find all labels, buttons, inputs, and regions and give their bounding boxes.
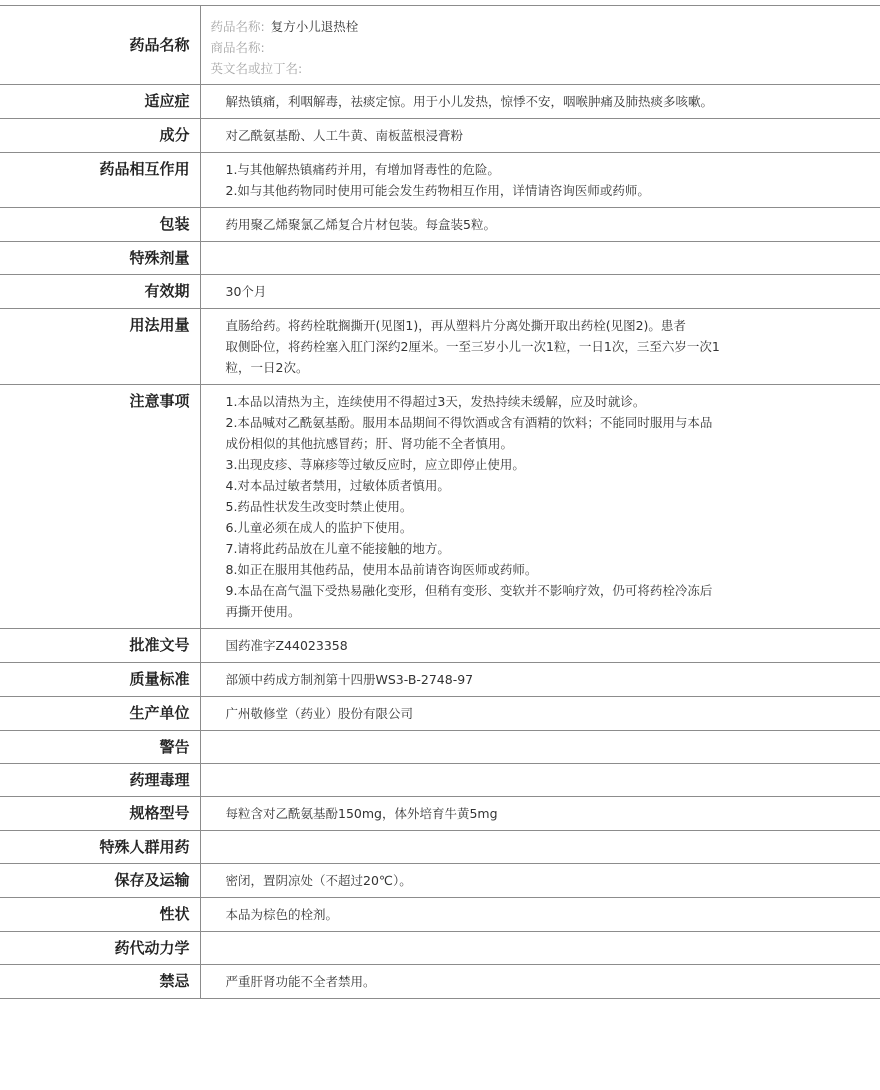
- table-row: [0, 309, 880, 385]
- table-row: [0, 898, 880, 932]
- row-drug-name: [0, 6, 880, 85]
- table-row: [0, 385, 880, 629]
- value-line: 部颁中药成方制剂第十四册WS3-B-2748-97: [225, 672, 474, 687]
- value-line: 再撕开使用。: [225, 604, 301, 619]
- row-label: 用法用量: [0, 309, 200, 385]
- value-line: 1.本品以清热为主，连续使用不得超过3天，发热持续未缓解，应及时就诊。: [225, 394, 646, 409]
- row-value: [200, 663, 880, 697]
- row-label: 药品相互作用: [0, 153, 200, 208]
- trade-name-line: [211, 37, 880, 58]
- row-label: 禁忌: [0, 965, 200, 999]
- value-line: 30个月: [225, 284, 267, 299]
- row-value: [200, 831, 880, 864]
- value-line: 国药准字Z44023358: [225, 638, 348, 653]
- trade-name-label: 商品名称:: [210, 40, 265, 55]
- row-label: 规格型号: [0, 797, 200, 831]
- table-row: [0, 797, 880, 831]
- row-value: [200, 731, 880, 764]
- value-line: 药用聚乙烯聚氯乙烯复合片材包装。每盒装5粒。: [225, 217, 496, 232]
- table-row: [0, 85, 880, 119]
- value-line: 成份相似的其他抗感冒药；肝、肾功能不全者慎用。: [225, 436, 514, 451]
- value-line: 6.儿童必须在成人的监护下使用。: [225, 520, 413, 535]
- english-name-line: [211, 58, 880, 79]
- value-line: 密闭，置阴凉处（不超过20℃）。: [225, 873, 412, 888]
- table-row: [0, 731, 880, 764]
- row-label: 注意事项: [0, 385, 200, 629]
- row-label: 适应症: [0, 85, 200, 119]
- generic-name-label: 药品名称:: [210, 19, 265, 34]
- table-row: [0, 697, 880, 731]
- row-label: 药理毒理: [0, 764, 200, 797]
- value-line: 粒，一日2次。: [225, 360, 309, 375]
- row-label: 药代动力学: [0, 932, 200, 965]
- row-label: 性状: [0, 898, 200, 932]
- value-line: 每粒含对乙酰氨基酚150mg，体外培育牛黄5mg: [225, 806, 498, 821]
- table-row: [0, 119, 880, 153]
- row-value: [200, 764, 880, 797]
- row-value: [200, 6, 880, 85]
- row-value: [200, 629, 880, 663]
- row-label: 包装: [0, 208, 200, 242]
- row-value: [200, 697, 880, 731]
- row-value: [200, 864, 880, 898]
- row-label: 药品名称: [0, 6, 200, 85]
- value-line: 2.如与其他药物同时使用可能会发生药物相互作用，详情请咨询医师或药师。: [225, 183, 650, 198]
- row-label: 警告: [0, 731, 200, 764]
- table-row: [0, 663, 880, 697]
- table-row: [0, 275, 880, 309]
- value-line: 直肠给药。将药栓耽搁撕开(见图1)，再从塑料片分离处撕开取出药栓(见图2)。患者: [225, 318, 686, 333]
- value-line: 严重肝肾功能不全者禁用。: [225, 974, 376, 989]
- row-value: [200, 119, 880, 153]
- table-row: [0, 208, 880, 242]
- row-value: [200, 797, 880, 831]
- row-value: [200, 309, 880, 385]
- table-row: [0, 864, 880, 898]
- value-line: 本品为棕色的栓剂。: [225, 907, 339, 922]
- table-row: [0, 831, 880, 864]
- value-line: 对乙酰氨基酚、人工牛黄、南板蓝根浸膏粉: [225, 128, 464, 143]
- table-row: [0, 965, 880, 999]
- row-label: 质量标准: [0, 663, 200, 697]
- table-row: [0, 153, 880, 208]
- row-value: [200, 898, 880, 932]
- row-value: [200, 385, 880, 629]
- drug-info-sheet: [0, 5, 880, 999]
- table-row: [0, 629, 880, 663]
- value-line: 4.对本品过敏者禁用，过敏体质者慎用。: [225, 478, 450, 493]
- drug-info-table: [0, 5, 880, 999]
- value-line: 8.如正在服用其他药品，使用本品前请咨询医师或药师。: [225, 562, 538, 577]
- table-row: [0, 242, 880, 275]
- row-label: 批准文号: [0, 629, 200, 663]
- row-value: [200, 153, 880, 208]
- row-value: [200, 275, 880, 309]
- table-row: [0, 764, 880, 797]
- row-label: 特殊人群用药: [0, 831, 200, 864]
- row-label: 成分: [0, 119, 200, 153]
- row-label: 特殊剂量: [0, 242, 200, 275]
- value-line: 解热镇痛，利咽解毒，祛痰定惊。用于小儿发热，惊悸不安，咽喉肿痛及肺热痰多咳嗽。: [225, 94, 714, 109]
- value-line: 5.药品性状发生改变时禁止使用。: [225, 499, 413, 514]
- value-line: 7.请将此药品放在儿童不能接触的地方。: [225, 541, 450, 556]
- row-value: [200, 965, 880, 999]
- value-line: 3.出现皮疹、荨麻疹等过敏反应时，应立即停止使用。: [225, 457, 525, 472]
- value-line: 9.本品在高气温下受热易融化变形，但稍有变形、变软并不影响疗效，仍可将药栓冷冻后: [225, 583, 713, 598]
- generic-name-line: [211, 16, 880, 37]
- table-row: [0, 932, 880, 965]
- row-value: [200, 932, 880, 965]
- value-line: 取侧卧位，将药栓塞入肛门深约2厘米。一至三岁小儿一次1粒，一日1次，三至六岁一次1: [225, 339, 720, 354]
- value-line: 1.与其他解热镇痛药并用，有增加肾毒性的危险。: [225, 162, 500, 177]
- row-value: [200, 242, 880, 275]
- row-value: [200, 85, 880, 119]
- value-line: 广州敬修堂（药业）股份有限公司: [225, 706, 414, 721]
- row-value: [200, 208, 880, 242]
- value-line: 2.本品喊对乙酰氨基酚。服用本品期间不得饮酒或含有酒精的饮料；不能同时服用与本品: [225, 415, 713, 430]
- generic-name-value: 复方小儿退热栓: [270, 19, 359, 34]
- row-label: 保存及运输: [0, 864, 200, 898]
- row-label: 生产单位: [0, 697, 200, 731]
- english-name-label: 英文名或拉丁名:: [210, 61, 303, 76]
- row-label: 有效期: [0, 275, 200, 309]
